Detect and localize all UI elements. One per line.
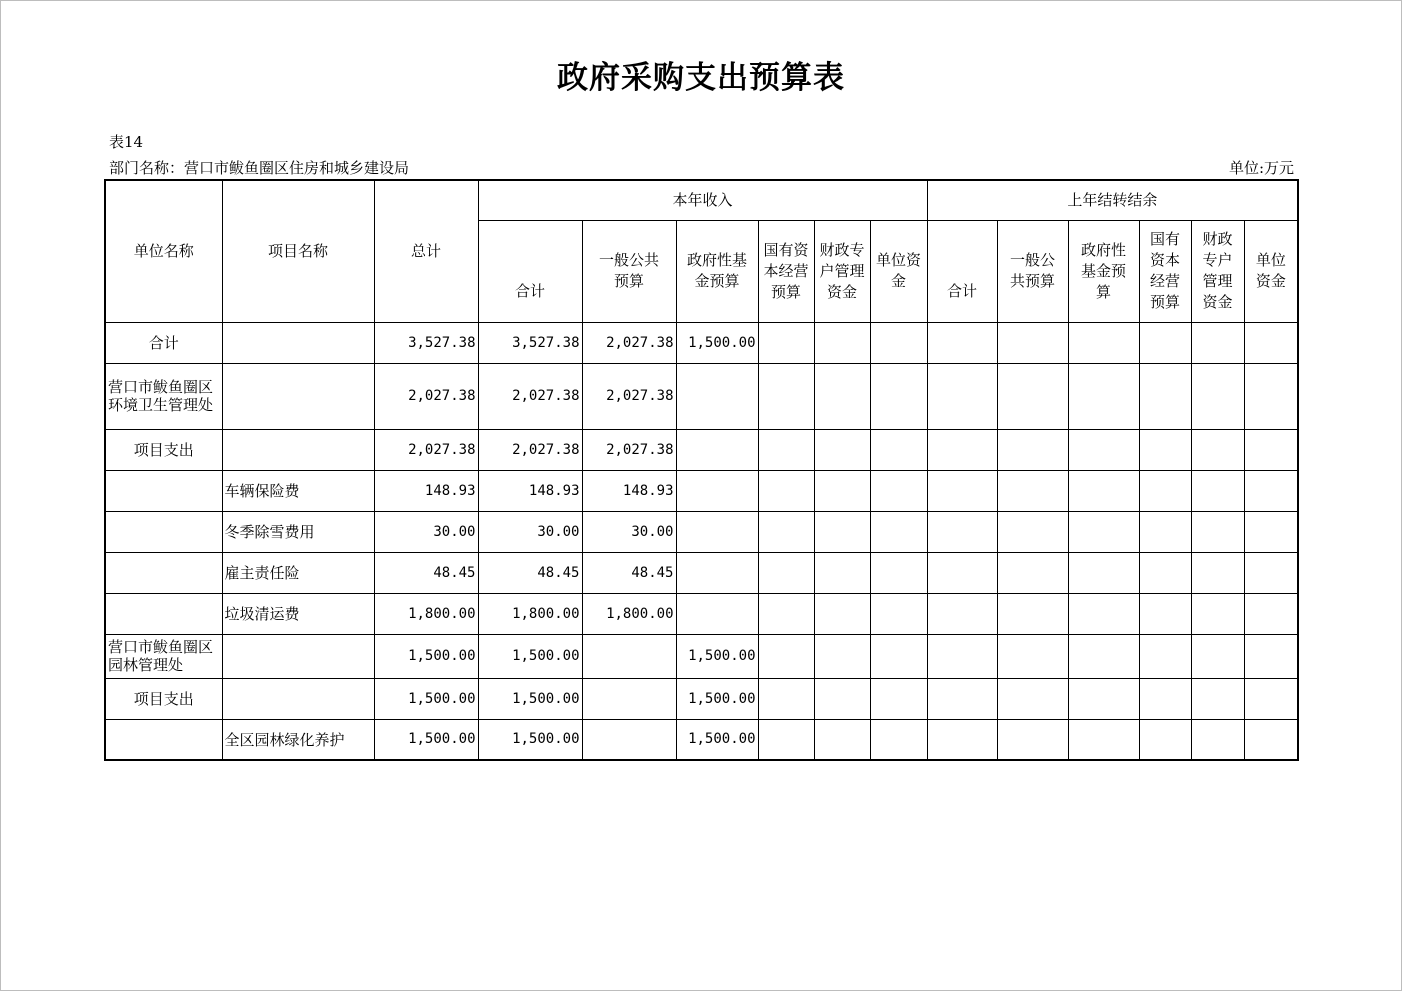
table-row bbox=[105, 719, 1298, 760]
header-prev-special-account: 财政专户管理资金 bbox=[1191, 220, 1244, 322]
row-fund bbox=[676, 363, 758, 429]
row-total: 48.45 bbox=[374, 552, 478, 593]
row-fund: 1,500.00 bbox=[676, 678, 758, 719]
header-prev-state-capital: 国有资本经营预算 bbox=[1139, 220, 1191, 322]
row-unit-name bbox=[105, 470, 222, 511]
row-total: 30.00 bbox=[374, 511, 478, 552]
row-total: 1,500.00 bbox=[374, 634, 478, 678]
header-total: 总计 bbox=[374, 180, 478, 322]
table-number: 表14 bbox=[109, 133, 144, 151]
table-row bbox=[105, 322, 1298, 363]
row-project-name: 垃圾清运费 bbox=[222, 593, 374, 634]
header-prev-fund: 政府性基金预算 bbox=[1068, 220, 1139, 322]
row-total: 1,500.00 bbox=[374, 719, 478, 760]
row-fund bbox=[676, 429, 758, 470]
row-unit-name: 合计 bbox=[105, 322, 222, 363]
row-unit-name: 项目支出 bbox=[105, 429, 222, 470]
row-sum: 1,500.00 bbox=[478, 678, 582, 719]
row-fund: 1,500.00 bbox=[676, 634, 758, 678]
row-sum: 2,027.38 bbox=[478, 429, 582, 470]
row-unit-name bbox=[105, 552, 222, 593]
row-total: 2,027.38 bbox=[374, 429, 478, 470]
header-prev-unit-funds: 单位资金 bbox=[1244, 220, 1298, 322]
table-row bbox=[105, 634, 1298, 678]
row-project-name: 车辆保险费 bbox=[222, 470, 374, 511]
row-total: 3,527.38 bbox=[374, 322, 478, 363]
row-project-name bbox=[222, 678, 374, 719]
row-general bbox=[582, 678, 676, 719]
row-general: 2,027.38 bbox=[582, 429, 676, 470]
header-prev-year: 上年结转结余 bbox=[927, 180, 1298, 220]
row-project-name: 雇主责任险 bbox=[222, 552, 374, 593]
row-general: 1,800.00 bbox=[582, 593, 676, 634]
header-cur-unit-funds: 单位资金 bbox=[870, 220, 927, 322]
header-unit-name: 单位名称 bbox=[105, 180, 222, 322]
row-total: 1,500.00 bbox=[374, 678, 478, 719]
department-name: 部门名称：营口市鲅鱼圈区住房和城乡建设局 bbox=[109, 159, 410, 177]
header-prev-general: 一般公共预算 bbox=[997, 220, 1068, 322]
row-general: 148.93 bbox=[582, 470, 676, 511]
row-sum: 3,527.38 bbox=[478, 322, 582, 363]
row-project-name: 冬季除雪费用 bbox=[222, 511, 374, 552]
row-general: 2,027.38 bbox=[582, 322, 676, 363]
row-unit-name: 营口市鲅鱼圈区环境卫生管理处 bbox=[105, 363, 222, 429]
table-row bbox=[105, 552, 1298, 593]
row-project-name bbox=[222, 429, 374, 470]
header-prev-sum: 合计 bbox=[927, 220, 997, 322]
row-fund bbox=[676, 593, 758, 634]
row-fund bbox=[676, 470, 758, 511]
row-total: 1,800.00 bbox=[374, 593, 478, 634]
row-project-name bbox=[222, 363, 374, 429]
row-total: 148.93 bbox=[374, 470, 478, 511]
table-row bbox=[105, 470, 1298, 511]
row-sum: 1,800.00 bbox=[478, 593, 582, 634]
table-row bbox=[105, 678, 1298, 719]
row-project-name bbox=[222, 322, 374, 363]
header-current-year: 本年收入 bbox=[478, 180, 927, 220]
row-sum: 1,500.00 bbox=[478, 634, 582, 678]
row-project-name: 全区园林绿化养护 bbox=[222, 719, 374, 760]
header-cur-state-capital: 国有资本经营预算 bbox=[758, 220, 814, 322]
row-sum: 1,500.00 bbox=[478, 719, 582, 760]
header-project-name: 项目名称 bbox=[222, 180, 374, 322]
header-cur-fund: 政府性基金预算 bbox=[676, 220, 758, 322]
table-row bbox=[105, 511, 1298, 552]
header-cur-special-account: 财政专户管理资金 bbox=[814, 220, 870, 322]
page-title: 政府采购支出预算表 bbox=[557, 60, 845, 96]
row-sum: 2,027.38 bbox=[478, 363, 582, 429]
table-row bbox=[105, 593, 1298, 634]
row-unit-name: 项目支出 bbox=[105, 678, 222, 719]
row-general bbox=[582, 634, 676, 678]
table-row bbox=[105, 429, 1298, 470]
header-cur-general: 一般公共预算 bbox=[582, 220, 676, 322]
row-project-name bbox=[222, 634, 374, 678]
budget-table bbox=[104, 179, 1299, 761]
row-total: 2,027.38 bbox=[374, 363, 478, 429]
row-general: 30.00 bbox=[582, 511, 676, 552]
row-fund: 1,500.00 bbox=[676, 719, 758, 760]
row-fund: 1,500.00 bbox=[676, 322, 758, 363]
row-sum: 30.00 bbox=[478, 511, 582, 552]
row-unit-name bbox=[105, 511, 222, 552]
row-sum: 48.45 bbox=[478, 552, 582, 593]
row-general: 48.45 bbox=[582, 552, 676, 593]
row-sum: 148.93 bbox=[478, 470, 582, 511]
row-unit-name bbox=[105, 719, 222, 760]
unit-label: 单位:万元 bbox=[1228, 159, 1294, 177]
row-general: 2,027.38 bbox=[582, 363, 676, 429]
row-fund bbox=[676, 511, 758, 552]
table-row bbox=[105, 363, 1298, 429]
row-unit-name: 营口市鲅鱼圈区园林管理处 bbox=[105, 634, 222, 678]
header-cur-sum: 合计 bbox=[478, 220, 582, 322]
row-fund bbox=[676, 552, 758, 593]
row-general bbox=[582, 719, 676, 760]
row-unit-name bbox=[105, 593, 222, 634]
